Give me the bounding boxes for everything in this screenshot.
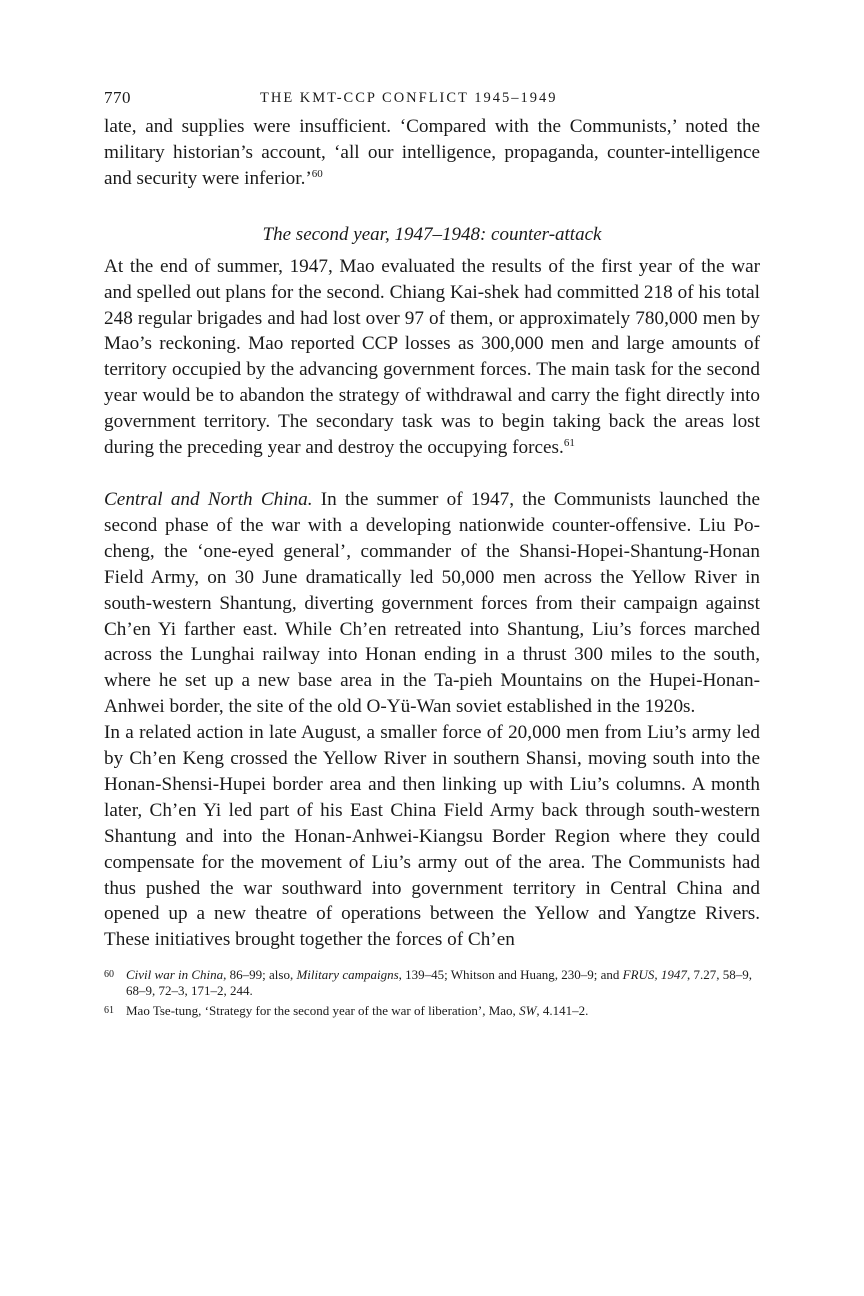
paragraph-gap (104, 461, 760, 487)
page-number: 770 (104, 88, 131, 107)
footnote-text-part: , 7.27, 58–9, 68–9, 72–3, 171–2, 244. (126, 967, 752, 999)
footnote-text (126, 1003, 760, 1019)
footnote-text-part: , 86–99; also, (223, 967, 297, 983)
paragraph-3-lead: Central and North China. (104, 488, 313, 510)
paragraph-1-text: late, and supplies were insufficient. ‘Compared with the Communists,’ noted the military historian’s account, ‘all our intelligence, propaganda, counter-intelligence and security were inferior.’ (104, 116, 760, 189)
footnote-text-part: Mao Tse-tung, ‘Strategy for the second year of the war of liberation’, Mao, (126, 1003, 520, 1019)
footnote-citation-title: FRUS, 1947 (622, 967, 687, 983)
running-head (104, 88, 760, 114)
footnote-number: 61 (104, 1005, 114, 1017)
paragraph-1 (104, 114, 760, 192)
footnotes (104, 967, 760, 1019)
section-heading: The second year, 1947–1948: counter-attack (262, 223, 602, 245)
paragraph-2 (104, 254, 760, 461)
footnote-ref-60[interactable]: 60 (311, 167, 323, 180)
paragraph-4-text: In a related action in late August, a smaller force of 20,000 men from Liu’s army led by Ch’en Keng crossed the Yellow River in southern Shansi, moving south into the Honan-Shensi-Hupei border area and then linking up with Liu’s columns. A month later, Ch’en Yi led part of his East China Field Army back through south-western Shantung and into the Honan-Anhwei-Kiangsu Border Region where they could compensate for the movement of Liu’s army out of the area. The Communists had thus pushed the war southward into government territory in Central China and opened up a new theatre of operations between the Yellow and Yangtze Rivers. These initiatives brought together the forces of Ch’en (104, 722, 760, 951)
paragraph-2-text: At the end of summer, 1947, Mao evaluated the results of the first year of the war and spelled out plans for the second. Chiang Kai-shek had committed 218 of his total 248 regular brigades and had lost over 97 of them, or approximately 780,000 men by Mao’s reckoning. Mao reported CCP losses as 300,000 men and large amounts of territory occupied by the advancing government forces. The main task for the second year would be to abandon the strategy of withdrawal and carry the fight directly into government territory. The secondary task was to begin taking back the areas lost during the preceding year and destroy the occupying forces. (104, 255, 760, 459)
paragraph-4 (104, 720, 760, 953)
footnote-60 (104, 967, 760, 999)
footnote-ref-61[interactable]: 61 (563, 437, 575, 450)
paragraph-3-text: In the summer of 1947, the Communists launched the second phase of the war with a developing nationwide counter-offensive. Liu Po-cheng, the ‘one-eyed general’, commander of the Shansi-Hopei-Shantung-Honan Field Army, on 30 June dramatically led 50,000 men across the Yellow River in south-western Shantung, diverting government forces from their campaign against Ch’en Yi farther east. While Ch’en retreated into Shantung, Liu’s forces marched across the Lunghai railway into Honan ending in a thrust 300 miles to the south, where he set up a new base area in the Ta-pieh Mountains on the Hupei-Honan-Anhwei border, the site of the old O-Yü-Wan soviet established in the 1920s. (104, 488, 761, 718)
footnote-citation-title: Civil war in China (126, 967, 224, 983)
footnote-citation-title: Military campaigns (296, 967, 399, 983)
footnote-text-part: , 4.141–2. (536, 1003, 589, 1019)
running-title: THE KMT-CCP CONFLICT 1945–1949 (260, 90, 558, 106)
footnote-text (126, 967, 760, 999)
footnote-number: 60 (104, 969, 114, 981)
footnote-citation-title: SW (519, 1003, 537, 1019)
footnote-61 (104, 1003, 760, 1019)
book-page (104, 88, 760, 1023)
footnote-text-part: , 139–45; Whitson and Huang, 230–9; and (398, 967, 623, 983)
paragraph-3 (104, 487, 760, 720)
